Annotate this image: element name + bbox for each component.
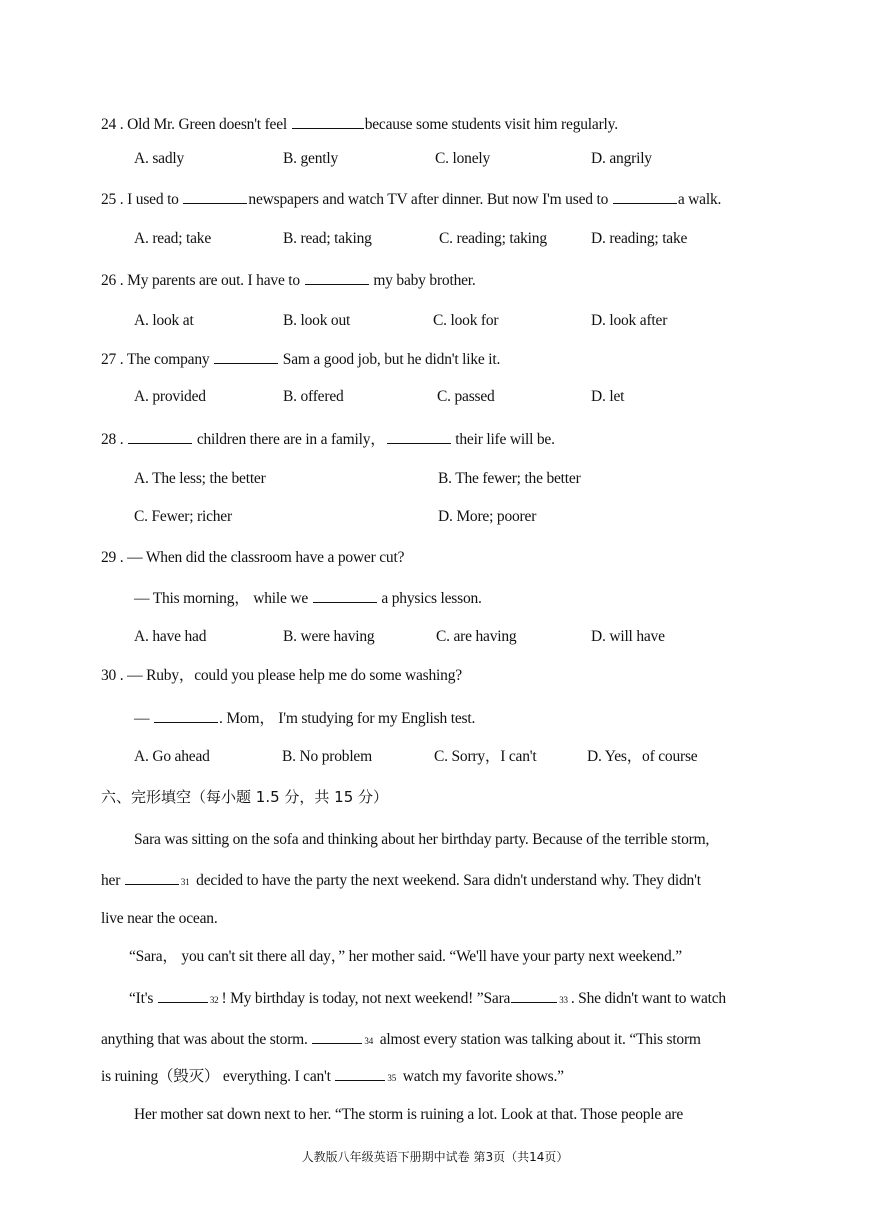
text-run: — Ruby，could you please help me do some washing?	[127, 667, 462, 684]
option-28-c: C. Fewer; richer	[134, 508, 232, 525]
question-29-stem	[101, 548, 404, 568]
option-26-d: D. look after	[591, 312, 668, 329]
text-run: “Sara， you can't sit there all day，” her mother said. “We'll have your party next weekend.”	[129, 948, 682, 965]
text-run: because some students visit him regularly.	[364, 116, 618, 133]
answer-blank	[313, 588, 377, 603]
question-number: 26 .	[101, 272, 124, 289]
question-number: 27 .	[101, 351, 124, 368]
option-25-c: C. reading; taking	[439, 230, 547, 247]
option-29-c: C. are having	[436, 628, 517, 645]
answer-blank	[154, 708, 218, 723]
option-26-c: C. look for	[433, 312, 499, 329]
question-24-stem	[101, 114, 618, 135]
text-run: — This morning， while we	[134, 590, 312, 607]
option-30-d: D. Yes，of course	[587, 748, 698, 765]
text-run: my baby brother.	[369, 272, 476, 289]
text-run: “It's	[129, 990, 157, 1007]
question-number: 28 .	[101, 431, 124, 448]
question-text	[127, 549, 404, 566]
question-text	[127, 351, 500, 368]
text-run: anything that was about the storm.	[101, 1031, 312, 1048]
text-run: — When did the classroom have a power cut?	[127, 549, 405, 566]
option-30-b: B. No problem	[282, 748, 372, 765]
option-30-c: C. Sorry，I can't	[434, 748, 537, 765]
question-text	[127, 431, 555, 448]
question-number: 30 .	[101, 667, 124, 684]
text-run: a walk.	[677, 191, 722, 208]
blank-number: 35	[387, 1073, 397, 1083]
text-run: Sara was sitting on the sofa and thinking about her birthday party. Because of the terrible storm,	[134, 831, 710, 848]
question-30-stem	[101, 666, 462, 686]
answer-blank	[183, 189, 247, 204]
passage-line	[129, 947, 682, 967]
question-29-reply	[134, 588, 482, 609]
question-text	[127, 272, 475, 289]
text-run: —	[134, 710, 153, 727]
question-text	[127, 116, 618, 133]
text-run: newspapers and watch TV after dinner. But now I'm used to	[248, 191, 612, 208]
answer-blank	[335, 1066, 385, 1081]
text-run: I used to	[127, 191, 183, 208]
option-24-c: C. lonely	[435, 150, 491, 167]
option-29-b: B. were having	[283, 628, 375, 645]
answer-blank	[312, 1029, 362, 1044]
option-27-c: C. passed	[437, 388, 495, 405]
option-24-a: A. sadly	[134, 150, 185, 167]
option-25-d: D. reading; take	[591, 230, 688, 247]
text-run: is ruining（毁灭） everything. I can't	[101, 1068, 335, 1085]
answer-blank	[158, 988, 208, 1003]
blank-number: 34	[364, 1036, 374, 1046]
option-24-d: D. angrily	[591, 150, 652, 167]
question-number: 29 .	[101, 549, 124, 566]
option-24-b: B. gently	[283, 150, 339, 167]
option-28-b: B. The fewer; the better	[438, 470, 581, 487]
option-30-a: A. Go ahead	[134, 748, 210, 765]
answer-blank	[214, 349, 278, 364]
option-28-a: A. The less; the better	[134, 470, 266, 487]
option-29-a: A. have had	[134, 628, 207, 645]
option-26-a: A. look at	[134, 312, 194, 329]
answer-blank	[387, 429, 451, 444]
passage-line	[129, 988, 726, 1010]
text-run: children there are in a family，	[193, 431, 386, 448]
passage-line	[101, 870, 701, 892]
option-28-d: D. More; poorer	[438, 508, 537, 525]
blank-number: 32	[209, 995, 219, 1005]
text-run: their life will be.	[451, 431, 555, 448]
text-run: a physics lesson.	[377, 590, 482, 607]
text-run: Sam a good job, but he didn't like it.	[279, 351, 501, 368]
question-30-reply	[134, 708, 475, 729]
section-heading: 六、完形填空（每小题 1.5 分，共 15 分）	[101, 788, 389, 806]
question-25-stem	[101, 189, 721, 210]
option-25-a: A. read; take	[134, 230, 212, 247]
option-27-b: B. offered	[283, 388, 344, 405]
passage-line	[101, 1066, 564, 1088]
passage-line	[101, 909, 218, 929]
answer-blank	[613, 189, 677, 204]
text-run: . Mom， I'm studying for my English test.	[218, 710, 476, 727]
text-run: Her mother sat down next to her. “The storm is ruining a lot. Look at that. Those people are	[134, 1106, 684, 1123]
passage-line	[134, 830, 709, 850]
answer-blank	[305, 270, 369, 285]
answer-blank	[292, 114, 364, 129]
text-run: live near the ocean.	[101, 910, 218, 927]
text-run: The company	[126, 351, 214, 368]
text-run: My parents are out. I have to	[127, 272, 304, 289]
passage-line	[101, 1029, 701, 1051]
option-25-b: B. read; taking	[283, 230, 372, 247]
blank-number: 31	[180, 877, 190, 887]
question-text	[127, 667, 462, 684]
text-run: ! My birthday is today, not next weekend! ”Sara	[221, 990, 511, 1007]
question-28-stem	[101, 429, 555, 450]
answer-blank	[125, 870, 179, 885]
answer-blank	[511, 988, 557, 1003]
text-run: her	[101, 872, 124, 889]
text-run: Old Mr. Green doesn't feel	[127, 116, 291, 133]
text-run: almost every station was talking about it. “This storm	[376, 1031, 701, 1048]
question-number: 24 .	[101, 116, 124, 133]
option-29-d: D. will have	[591, 628, 665, 645]
question-26-stem	[101, 270, 476, 291]
page-footer: 人教版八年级英语下册期中试卷 第3页（共14页）	[301, 1150, 569, 1164]
text-run: . She didn't want to watch	[570, 990, 726, 1007]
text-run: watch my favorite shows.”	[399, 1068, 564, 1085]
question-27-stem	[101, 349, 500, 370]
text-run: decided to have the party the next weekend. Sara didn't understand why. They didn't	[192, 872, 701, 889]
question-number: 25 .	[101, 191, 124, 208]
blank-number: 33	[559, 995, 568, 1005]
option-26-b: B. look out	[283, 312, 351, 329]
answer-blank	[128, 429, 192, 444]
question-text	[127, 191, 721, 208]
passage-line	[134, 1105, 683, 1125]
option-27-a: A. provided	[134, 388, 206, 405]
option-27-d: D. let	[591, 388, 625, 405]
